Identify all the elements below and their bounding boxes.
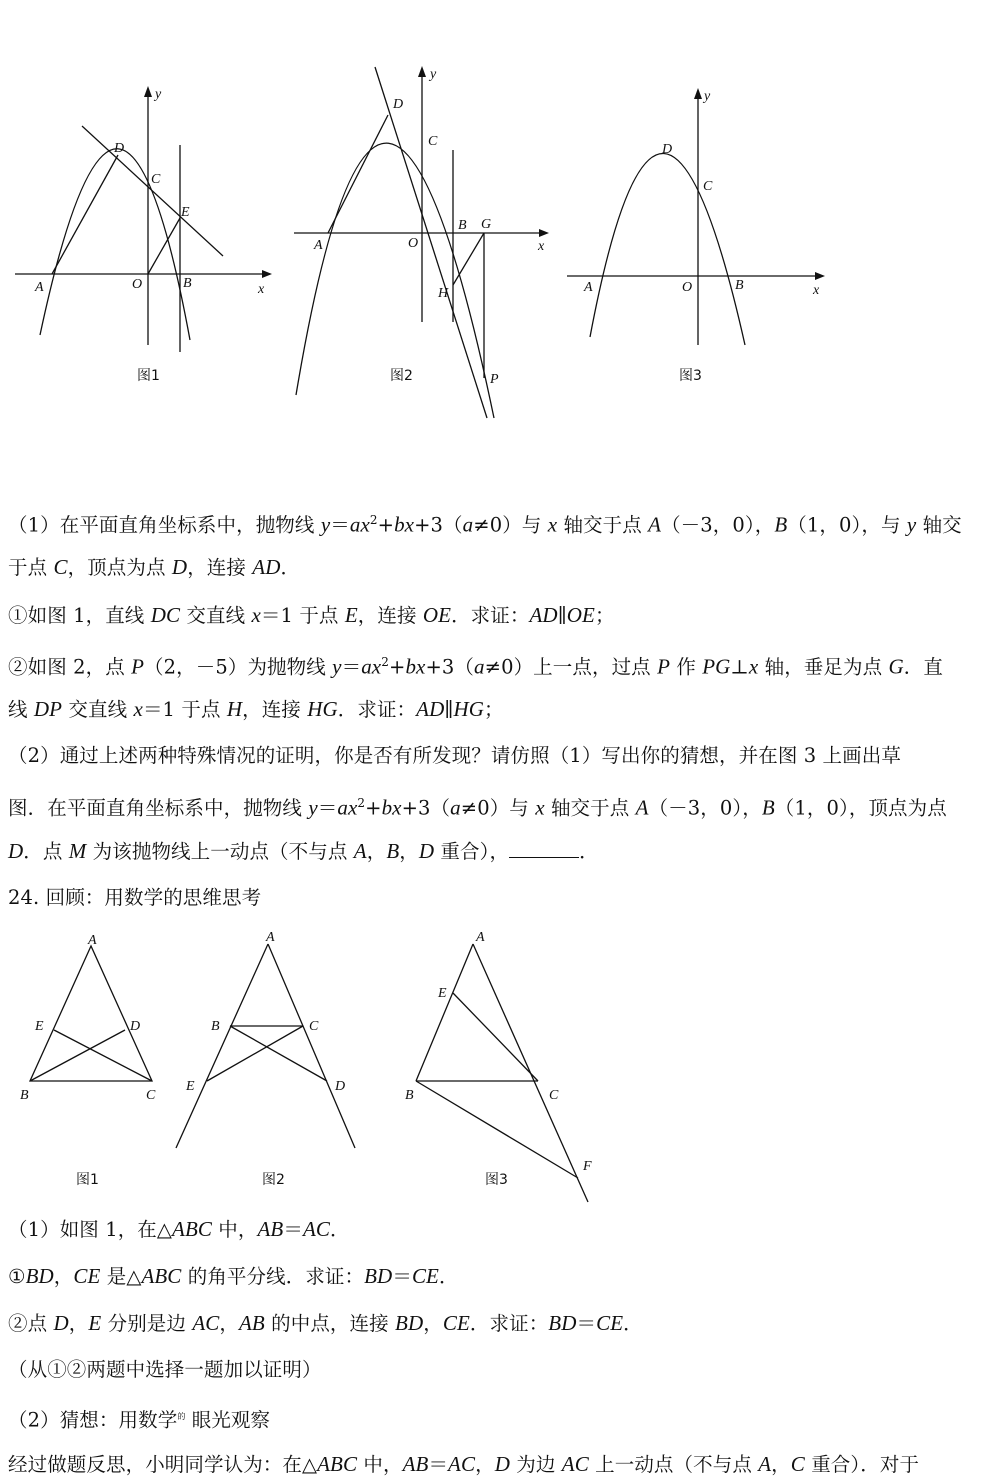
- fig2-label-g: G: [481, 217, 492, 232]
- fig1b-label-d: D: [130, 1019, 141, 1034]
- fig1-caption: 图1: [137, 368, 160, 384]
- fig3b-label-a: A: [476, 930, 485, 945]
- fig2-label-b: B: [458, 218, 467, 233]
- fig2b-label-d: D: [335, 1079, 346, 1094]
- text-line-15: 经过做题反思，小明同学认为：在△ABC 中，AB＝AC，D 为边 AC 上一动点（不与点 A，C 重合）．对于: [8, 1452, 920, 1476]
- fig3b-segment-ec: [453, 993, 538, 1081]
- fig2b-label-b: B: [211, 1019, 220, 1034]
- text-line-5: 线 DP 交直线 x＝1 于点 H，连接 HG．求证：AD∥HG；: [8, 697, 504, 721]
- fig2-label-d: D: [393, 97, 404, 112]
- fig3-label-d: D: [662, 142, 673, 157]
- fig3b-label-b: B: [405, 1088, 414, 1103]
- fig1-label-d: D: [114, 141, 125, 156]
- text-line-4: ②如图 2，点 P（2，－5）为抛物线 $y=ax^2+bx+3(a\ne 0)$上一点，过点 P 作 PG⊥x 轴，垂足为点 G．直: [8, 654, 943, 679]
- fig3b-segment-ab: [416, 944, 473, 1081]
- fig2-label-c: C: [428, 134, 438, 149]
- fig1-label-a: A: [35, 280, 44, 295]
- fig2b-label-c: C: [309, 1019, 319, 1034]
- fig2-label-a: A: [314, 238, 323, 253]
- fig3-label-b: B: [735, 278, 744, 293]
- text-line-7: 图．在平面直角坐标系中，抛物线 $y=ax^2+bx+3(a\ne 0)$与 x 轴交于点 A（－3，0），B（1，0），顶点为点: [8, 795, 947, 820]
- fig1-label-e: E: [181, 205, 190, 220]
- text-line-8: D．点 M 为该抛物线上一动点（不与点 A，B，D 重合）， ．: [8, 839, 599, 863]
- fig2b-label-e: E: [186, 1079, 195, 1094]
- fig1b-caption: 图1: [76, 1172, 99, 1188]
- fig1-label-x: x: [258, 282, 265, 297]
- text-line-2: 于点 C，顶点为点 D，连接 AD．: [8, 555, 301, 579]
- fig3-label-o: O: [682, 280, 693, 295]
- fig2-caption: 图2: [390, 368, 413, 384]
- text-line-13: （从①②两题中选择一题加以证明）: [8, 1358, 322, 1381]
- fig3b-label-e: E: [438, 986, 447, 1001]
- fig1-label-b: B: [183, 276, 192, 291]
- text-line-3: ①如图 1，直线 DC 交直线 x＝1 于点 E，连接 OE．求证：AD∥OE；: [8, 603, 615, 627]
- text-line-12: ②点 D，E 分别是边 AC，AB 的中点，连接 BD，CE．求证：BD＝CE．: [8, 1311, 643, 1335]
- fig3b-label-c: C: [549, 1088, 559, 1103]
- fig1b-label-b: B: [20, 1088, 29, 1103]
- fig3-caption: 图3: [679, 368, 702, 384]
- text-line-11: ①BD，CE 是△ABC 的角平分线．求证：BD＝CE．: [8, 1264, 459, 1288]
- text-line-6: （2）通过上述两种特殊情况的证明，你是否有所发现？请仿照（1）写出你的猜想，并在图 3 上画出草: [8, 744, 901, 767]
- fig2b-label-a: A: [266, 930, 275, 945]
- fig1-label-o: O: [132, 277, 143, 292]
- fig2-label-x: x: [538, 239, 545, 254]
- text-line-14: （2）猜想：用数学$^的$ 眼光观察: [8, 1408, 271, 1432]
- fig3-label-y: y: [704, 89, 711, 104]
- fig1-label-y: y: [155, 87, 162, 102]
- fig1-label-c: C: [151, 172, 161, 187]
- text-line-10: （1）如图 1，在△ABC 中，AB＝AC．: [8, 1217, 350, 1241]
- text-line-1: （1）在平面直角坐标系中，抛物线 $y=ax^2+bx+3(a\ne 0)$与 x 轴交于点 A（－3，0），B（1，0），与 y 轴交: [8, 512, 962, 537]
- fig2b-caption: 图2: [262, 1172, 285, 1188]
- fig3-label-a: A: [584, 280, 593, 295]
- fig3-label-c: C: [703, 179, 713, 194]
- fig2-label-y: y: [430, 67, 437, 82]
- fig2-label-h: H: [438, 286, 449, 301]
- fig1b-label-c: C: [146, 1088, 156, 1103]
- fig3-label-x: x: [813, 283, 820, 298]
- fig2-label-p: P: [490, 372, 499, 387]
- fig3b-caption: 图3: [485, 1172, 508, 1188]
- fig1b-label-e: E: [35, 1019, 44, 1034]
- fig3b-label-f: F: [583, 1159, 592, 1174]
- text-line-9: 24. 回顾：用数学的思维思考: [8, 886, 262, 909]
- fig2-label-o: O: [408, 236, 419, 251]
- fig1b-label-a: A: [88, 933, 97, 948]
